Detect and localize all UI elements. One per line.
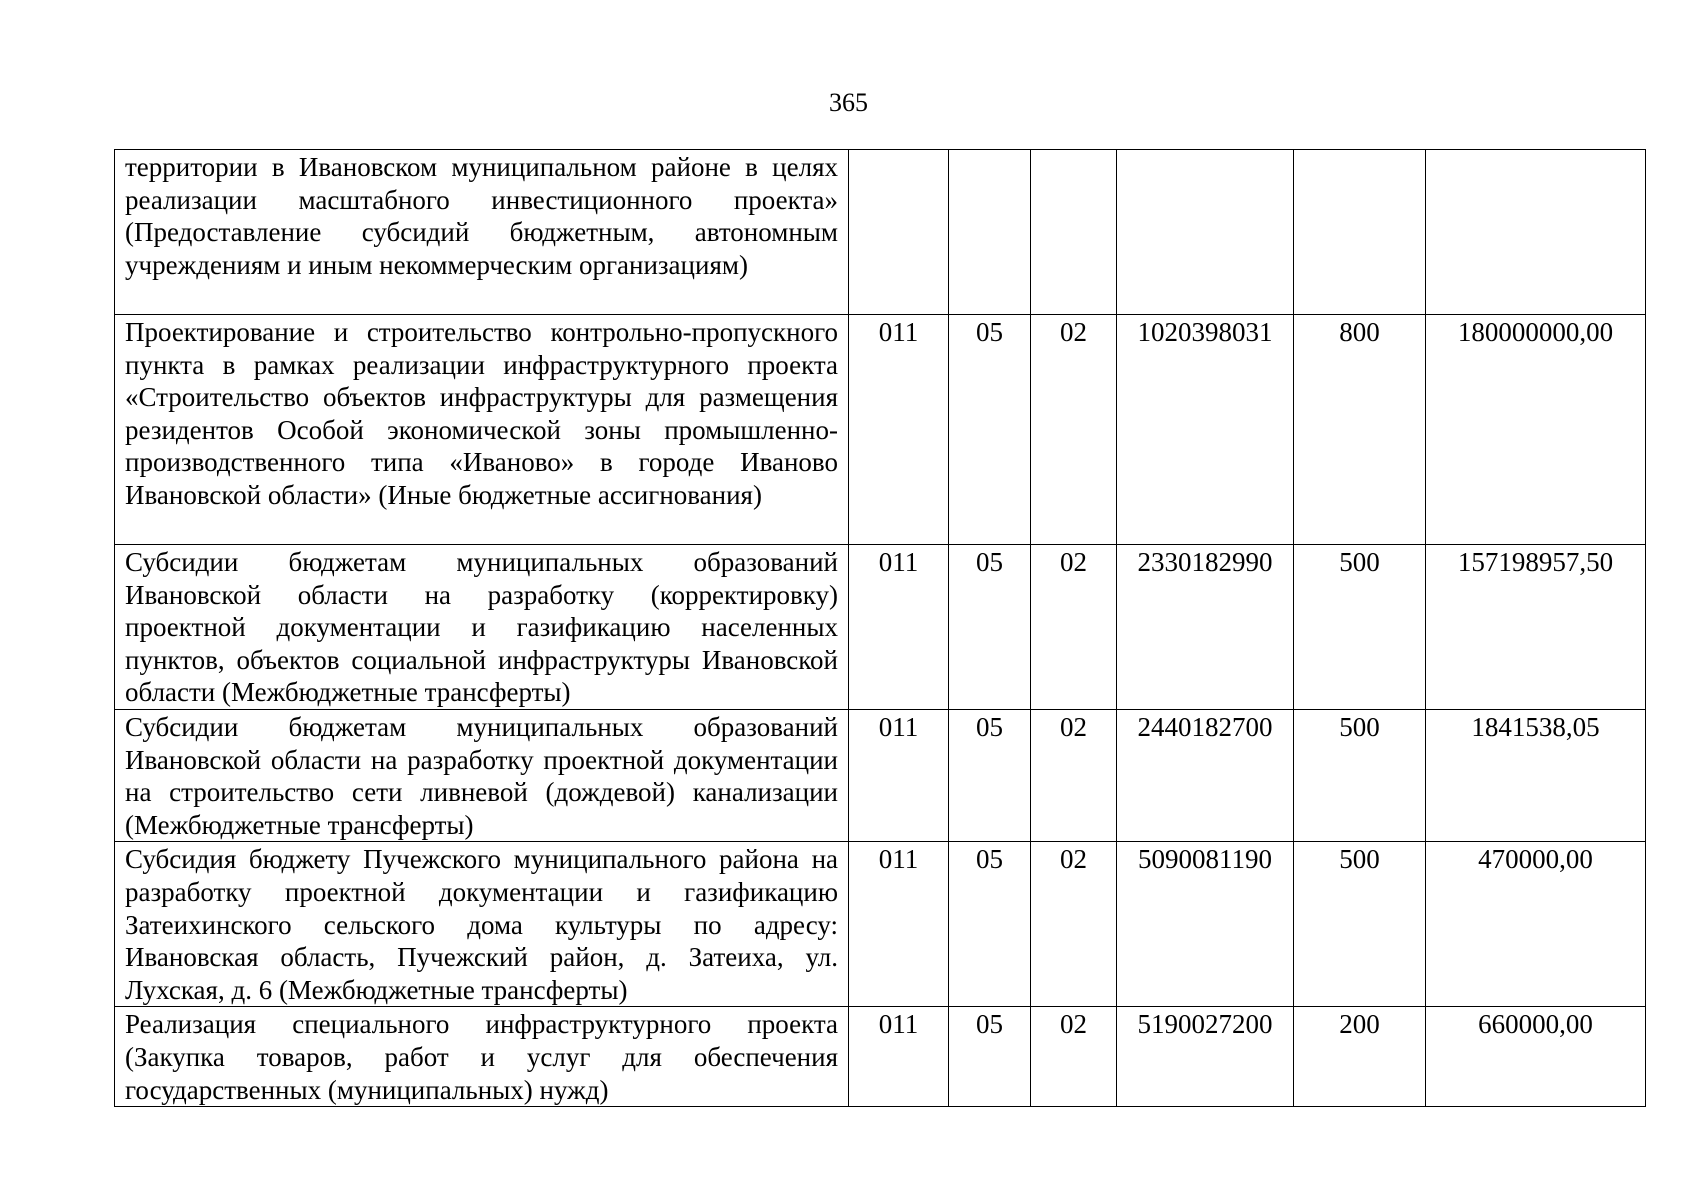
row-section-code: 05 xyxy=(949,1007,1031,1107)
row-description: Субсидия бюджету Пучежского муниципального района на разработку проектной документации и газификацию Затеихинского сельского дома культуры по адресу: Ивановская область, Пучежский район, д. Затеиха, ул. Лухская, д. 6 (Межбюджетные трансферты) xyxy=(115,842,849,1007)
row-description: территории в Ивановском муниципальном районе в целях реализации масштабного инвестиционного проекта» (Предоставление субсидий бюджетным, автономным учреждениям и иным некоммерческим организациям) xyxy=(115,150,849,315)
row-expense-type: 500 xyxy=(1294,545,1426,710)
row-ministry-code: 011 xyxy=(849,842,949,1007)
row-target-article: 2330182990 xyxy=(1117,545,1294,710)
row-amount: 1841538,05 xyxy=(1426,709,1646,841)
row-expense-type: 500 xyxy=(1294,709,1426,841)
row-target-article: 5190027200 xyxy=(1117,1007,1294,1107)
page-number: 365 xyxy=(829,88,868,117)
table-row xyxy=(115,1007,1646,1107)
row-section-code: 05 xyxy=(949,545,1031,710)
row-expense-type: 500 xyxy=(1294,842,1426,1007)
row-target-article: 5090081190 xyxy=(1117,842,1294,1007)
row-description: Реализация специального инфраструктурного проекта (Закупка товаров, работ и услуг для обеспечения государственных (муниципальных) нужд) xyxy=(115,1007,849,1107)
row-amount: 660000,00 xyxy=(1426,1007,1646,1107)
row-description: Субсидии бюджетам муниципальных образований Ивановской области на разработку (корректировку) проектной документации и газификацию населенных пунктов, объектов социальной инфраструктуры Ивановской области (Межбюджетные трансферты) xyxy=(115,545,849,710)
row-expense-type: 200 xyxy=(1294,1007,1426,1107)
row-description: Проектирование и строительство контрольно-пропускного пункта в рамках реализации инфраструктурного проекта «Строительство объектов инфраструктуры для размещения резидентов Особой экономической зоны промышленно-производственного типа «Иваново» в городе Иваново Ивановской области» (Иные бюджетные ассигнования) xyxy=(115,315,849,545)
budget-table xyxy=(114,149,1646,1107)
table-row xyxy=(115,545,1646,710)
table-row xyxy=(115,150,1646,315)
row-description: Субсидии бюджетам муниципальных образований Ивановской области на разработку проектной документации на строительство сети ливневой (дождевой) канализации (Межбюджетные трансферты) xyxy=(115,709,849,841)
row-subsection-code: 02 xyxy=(1031,545,1117,710)
row-ministry-code: 011 xyxy=(849,315,949,545)
row-subsection-code: 02 xyxy=(1031,842,1117,1007)
row-subsection-code: 02 xyxy=(1031,1007,1117,1107)
row-ministry-code: 011 xyxy=(849,545,949,710)
row-target-article xyxy=(1117,150,1294,315)
row-subsection-code: 02 xyxy=(1031,315,1117,545)
table-row xyxy=(115,315,1646,545)
table-row xyxy=(115,842,1646,1007)
row-amount: 180000000,00 xyxy=(1426,315,1646,545)
row-amount: 157198957,50 xyxy=(1426,545,1646,710)
row-subsection-code xyxy=(1031,150,1117,315)
row-target-article: 2440182700 xyxy=(1117,709,1294,841)
row-ministry-code: 011 xyxy=(849,709,949,841)
row-ministry-code xyxy=(849,150,949,315)
row-target-article: 1020398031 xyxy=(1117,315,1294,545)
row-amount: 470000,00 xyxy=(1426,842,1646,1007)
row-section-code: 05 xyxy=(949,842,1031,1007)
row-section-code: 05 xyxy=(949,709,1031,841)
row-section-code xyxy=(949,150,1031,315)
row-section-code: 05 xyxy=(949,315,1031,545)
row-expense-type: 800 xyxy=(1294,315,1426,545)
table-row xyxy=(115,709,1646,841)
row-ministry-code: 011 xyxy=(849,1007,949,1107)
row-amount xyxy=(1426,150,1646,315)
row-subsection-code: 02 xyxy=(1031,709,1117,841)
row-expense-type xyxy=(1294,150,1426,315)
